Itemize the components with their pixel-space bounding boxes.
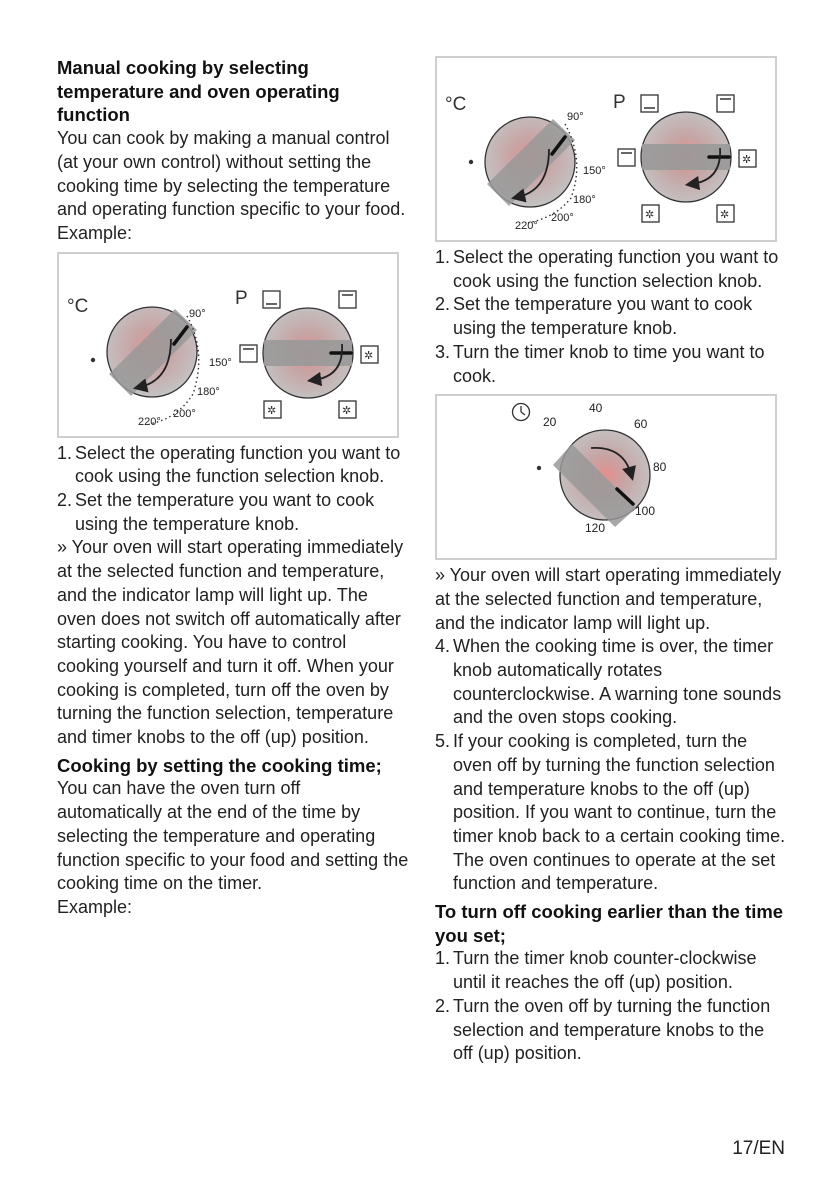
svg-text:°C: °C — [445, 94, 467, 115]
temperature-knob-2 — [485, 117, 575, 207]
right-column — [435, 56, 787, 1066]
timer-knob-figure — [435, 394, 777, 560]
function-icon-fan — [361, 346, 378, 363]
function-icon-top-bottom — [263, 291, 280, 308]
temp-90: 90° — [189, 307, 206, 320]
function-icon-bottom — [240, 345, 257, 362]
list-item: 2. Turn the oven off by turning the function selection and temperature knobs to the off (up) position. — [435, 995, 771, 1064]
timer-tick-120: 120 — [585, 521, 606, 536]
example-label: Example: — [57, 222, 133, 243]
temp-200: 200° — [173, 407, 196, 420]
oven-knobs-figure-2 — [435, 56, 777, 242]
timer-tick-80: 80 — [653, 460, 667, 475]
right-steps-2 — [435, 635, 787, 896]
clock-icon — [513, 404, 530, 421]
example2-label: Example: — [57, 896, 133, 917]
result-text: » Your oven will start operating immediately at the selected function and temperature, and the indicator lamp will light up. The oven does not switch off automatically after starting cooking. You have to control cooking yourself and turn it off. When your cooking is completed, turn off the oven by turning the function selection, temperature and timer knobs to the off (up) position. — [57, 537, 404, 748]
function-icon-top — [339, 291, 356, 308]
list-item: 4. When the cooking time is over, the timer knob automatically rotates counterclockwise. A warning tone sounds and the oven stops cooking. — [435, 636, 782, 728]
svg-text:✲: ✲ — [267, 403, 277, 417]
timer-tick-100: 100 — [635, 504, 656, 519]
list-item: 1. Turn the timer knob counter-clockwise until it reaches the off (up) position. — [435, 948, 757, 993]
svg-text:180°: 180° — [573, 194, 596, 206]
svg-text:90°: 90° — [567, 111, 584, 123]
p-label: P — [235, 287, 248, 309]
intro-text: You can cook by making a manual control (at your own control) without setting the cooking time by selecting the temperature and operating function specific to your food. — [57, 128, 406, 220]
list-item: 2. Set the temperature you want to cook using the temperature knob. — [435, 294, 753, 339]
timer-tick-40: 40 — [589, 401, 603, 416]
list-item: 1. Select the operating function you want to cook using the function selection knob. — [57, 442, 401, 487]
svg-text:200°: 200° — [551, 212, 574, 224]
function-icon-fan-lower-left — [264, 401, 281, 418]
function-knob — [263, 308, 353, 398]
function-knob-2 — [641, 112, 731, 202]
list-item: 3. Turn the timer knob to time you want to cook. — [435, 341, 765, 386]
temp-180: 180° — [197, 385, 220, 398]
svg-text:220°: 220° — [515, 220, 538, 232]
right-steps-3 — [435, 947, 787, 1066]
svg-text:✲: ✲ — [720, 208, 730, 221]
left-steps — [57, 442, 409, 537]
list-item: 2. Set the temperature you want to cook using the temperature knob. — [57, 490, 375, 534]
intro2-text: You can have the oven turn off automatically at the end of the time by selecting the temperature and operating function specific to your food and setting the cooking time on the timer. — [57, 778, 409, 894]
list-item: 5. If your cooking is completed, turn the oven off by turning the function selection and temperature knobs to the off (up) position. If you want to continue, turn the timer knob back to a certain cooking time. The oven continues to operate at the set function and temperature. — [435, 731, 786, 894]
temperature-knob — [107, 307, 197, 397]
svg-text:✲: ✲ — [364, 348, 374, 362]
result-text-right: » Your oven will start operating immediately at the selected function and temperature, and the indicator lamp will light up. — [435, 565, 782, 633]
left-column — [57, 56, 409, 920]
function-icon-fan-lower-right — [339, 401, 356, 418]
temp-220: 220° — [138, 415, 161, 428]
oven-knobs-figure — [57, 252, 399, 438]
svg-text:150°: 150° — [583, 165, 606, 177]
temp-150: 150° — [209, 356, 232, 369]
svg-text:✲: ✲ — [742, 153, 752, 166]
timer-tick-20: 20 — [543, 415, 557, 430]
timer-tick-60: 60 — [634, 417, 648, 432]
heading-cooking-time: Cooking by setting the cooking time; — [57, 754, 382, 776]
heading-turn-off-early: To turn off cooking earlier than the time you set; — [435, 901, 784, 946]
heading-manual-cooking: Manual cooking by selecting temperature and oven operating function — [57, 57, 340, 126]
right-steps — [435, 246, 787, 388]
celsius-label: °C — [67, 295, 89, 317]
page-number: 17/EN — [732, 1138, 785, 1159]
svg-text:P: P — [613, 92, 626, 113]
svg-text:✲: ✲ — [342, 403, 352, 417]
list-item: 1. Select the operating function you want to cook using the function selection knob. — [435, 247, 779, 291]
svg-text:✲: ✲ — [645, 208, 655, 221]
